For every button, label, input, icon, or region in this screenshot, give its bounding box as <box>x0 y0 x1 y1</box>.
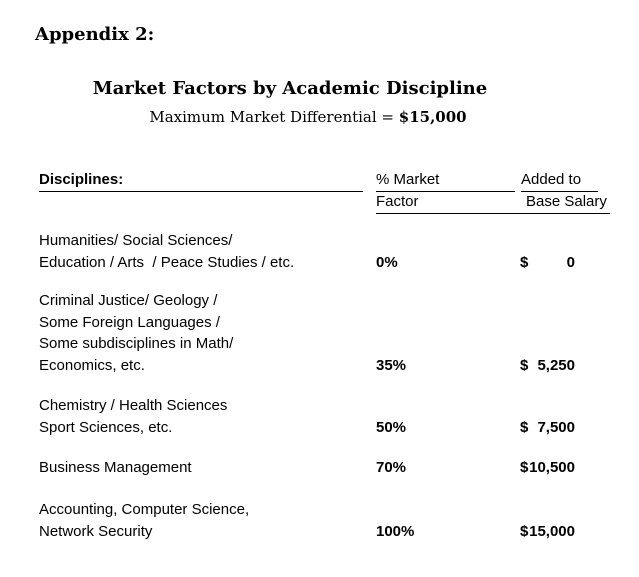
discipline-group-chemistry <box>39 395 379 438</box>
discipline-line: Chemistry / Health Sciences <box>39 397 228 414</box>
page-title: Market Factors by Academic Discipline <box>92 78 488 99</box>
amount: 15,000 <box>529 522 575 540</box>
amount: 0 <box>566 253 575 271</box>
discipline-line: Network Security <box>39 522 153 540</box>
discipline-line: Accounting, Computer Science, <box>39 501 250 518</box>
amount: 5,250 <box>537 356 575 374</box>
amount: 7,500 <box>537 418 575 436</box>
discipline-group-criminal-justice <box>39 290 379 376</box>
discipline-group-humanities <box>39 230 379 273</box>
subtitle-max-amount: $15,000 <box>398 108 467 126</box>
dollar-sign: $ <box>520 522 529 540</box>
discipline-line: Humanities/ Social Sciences/ <box>39 232 233 249</box>
dollar-sign: $ <box>520 253 529 271</box>
subtitle <box>149 108 466 126</box>
added-to-base-salary-value <box>520 521 575 543</box>
col-header-market-factor-line1: % Market <box>376 170 515 192</box>
amount: 10,500 <box>529 459 575 476</box>
discipline-line: Criminal Justice/ Geology / <box>39 292 218 309</box>
appendix-heading: Appendix 2: <box>35 24 155 45</box>
discipline-line: Economics, etc. <box>39 356 145 374</box>
dollar-sign: $ <box>520 356 529 374</box>
market-factor-value: 0% <box>376 253 398 271</box>
discipline-group-business <box>39 457 379 479</box>
col-header-added-to-line1: Added to <box>521 170 598 192</box>
discipline-line: Sport Sciences, etc. <box>39 418 173 436</box>
subtitle-text: Maximum Market Differential = <box>149 108 399 126</box>
added-to-base-salary-value <box>520 252 575 274</box>
col-header-disciplines: Disciplines: <box>39 170 363 192</box>
discipline-line: Business Management <box>39 459 192 476</box>
added-to-base-salary-value <box>520 457 575 479</box>
col-header-market-factor-line2: Factor <box>376 192 521 214</box>
market-factor-value: 35% <box>376 356 407 374</box>
dollar-sign: $ <box>520 459 529 476</box>
discipline-group-accounting <box>39 499 379 542</box>
market-factor-value: 50% <box>376 418 407 436</box>
discipline-line: Some Foreign Languages / <box>39 313 220 331</box>
market-factor-value: 100% <box>376 522 415 540</box>
col-header-base-salary-line2: Base Salary <box>521 192 610 214</box>
added-to-base-salary-value <box>520 355 575 377</box>
discipline-line: Some subdisciplines in Math/ <box>39 335 234 353</box>
dollar-sign: $ <box>520 418 529 436</box>
discipline-line: Education / Arts / Peace Studies / etc. <box>39 253 295 271</box>
market-factor-value: 70% <box>376 459 407 476</box>
added-to-base-salary-value <box>520 417 575 439</box>
